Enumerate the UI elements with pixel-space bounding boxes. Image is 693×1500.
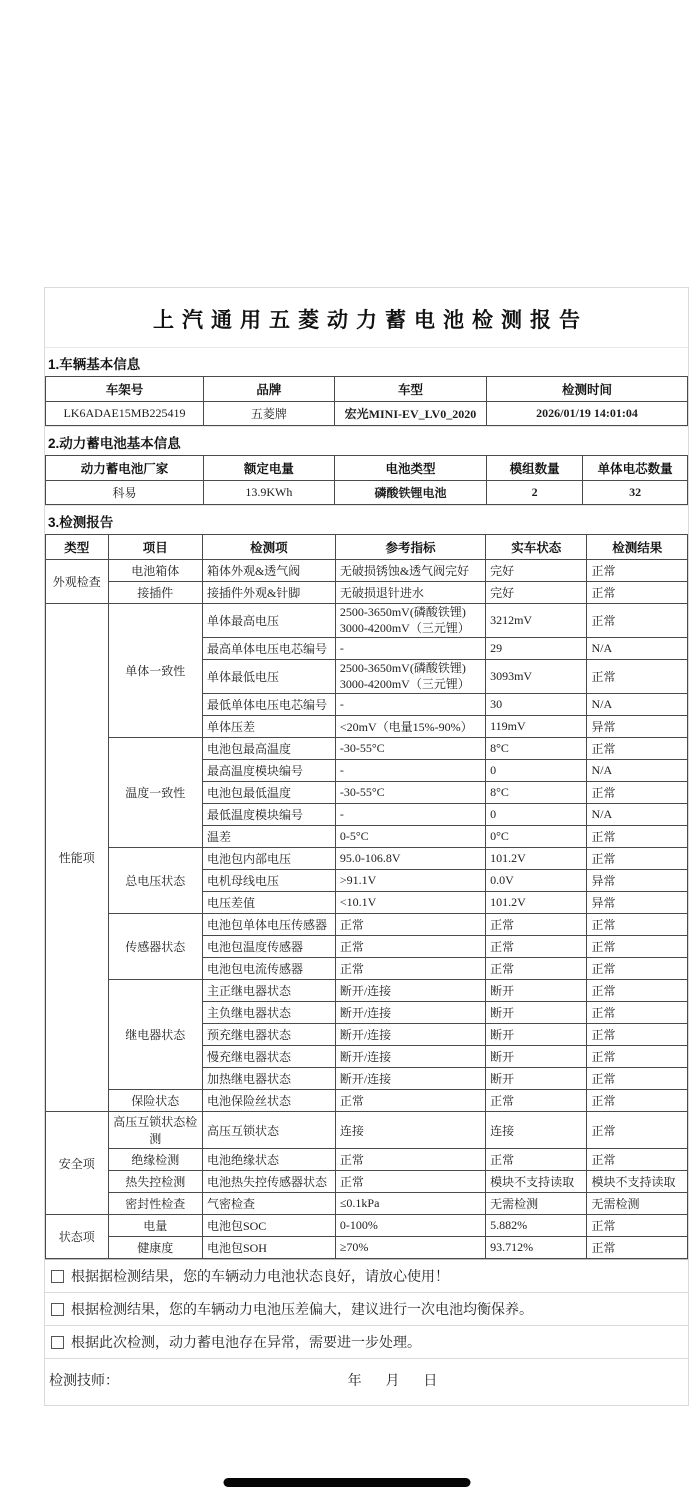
check-cell: 单体最低电压 bbox=[202, 660, 335, 694]
check-cell: 最低单体电压电芯编号 bbox=[202, 694, 335, 716]
actual-cell: 正常 bbox=[486, 914, 587, 936]
actual-cell: 101.2V bbox=[486, 848, 587, 870]
ref-cell: -30-55°C bbox=[335, 782, 485, 804]
battery-type-value: 磷酸铁锂电池 bbox=[334, 481, 486, 505]
check-cell: 温差 bbox=[202, 826, 335, 848]
check-cell: 最高温度模块编号 bbox=[202, 760, 335, 782]
brand-value: 五菱牌 bbox=[203, 402, 334, 426]
ref-cell: 正常 bbox=[335, 1171, 485, 1193]
section2-heading: 2.动力蓄电池基本信息 bbox=[45, 426, 688, 455]
result-cell: N/A bbox=[587, 804, 688, 826]
actual-cell: 断开 bbox=[486, 1002, 587, 1024]
technician-label: 检测技师： bbox=[49, 1372, 119, 1389]
date-placeholder: 年 月 日 bbox=[347, 1372, 448, 1389]
actual-cell: 0°C bbox=[486, 826, 587, 848]
check-cell: 单体压差 bbox=[202, 716, 335, 738]
ref-cell: - bbox=[335, 694, 485, 716]
type-cell: 性能项 bbox=[46, 604, 109, 1112]
ref-cell: 95.0-106.8V bbox=[335, 848, 485, 870]
check-cell: 电池热失控传感器状态 bbox=[202, 1171, 335, 1193]
result-cell: 正常 bbox=[587, 848, 688, 870]
result-cell: 正常 bbox=[587, 1046, 688, 1068]
table-row bbox=[46, 402, 688, 426]
actual-cell: 29 bbox=[486, 638, 587, 660]
col-vin: 车架号 bbox=[46, 377, 204, 402]
result-cell: 正常 bbox=[587, 936, 688, 958]
ref-cell: 正常 bbox=[335, 936, 485, 958]
check-cell: 箱体外观&透气阀 bbox=[202, 560, 335, 582]
note-good-condition bbox=[45, 1260, 688, 1293]
result-cell: N/A bbox=[587, 638, 688, 660]
result-cell: 正常 bbox=[587, 958, 688, 980]
ref-cell: <10.1V bbox=[335, 892, 485, 914]
result-cell: 正常 bbox=[587, 826, 688, 848]
result-cell: 正常 bbox=[587, 1090, 688, 1112]
check-cell: 电池包最低温度 bbox=[202, 782, 335, 804]
actual-cell: 0 bbox=[486, 760, 587, 782]
check-cell: 主正继电器状态 bbox=[202, 980, 335, 1002]
actual-cell: 正常 bbox=[486, 1149, 587, 1171]
actual-cell: 101.2V bbox=[486, 892, 587, 914]
item-cell: 单体一致性 bbox=[108, 604, 202, 738]
table-header-row bbox=[46, 456, 688, 481]
ref-cell: 断开/连接 bbox=[335, 980, 485, 1002]
section1-heading: 1.车辆基本信息 bbox=[45, 347, 688, 376]
ref-cell: 连接 bbox=[335, 1112, 485, 1149]
actual-cell: 30 bbox=[486, 694, 587, 716]
check-cell: 电池包最高温度 bbox=[202, 738, 335, 760]
actual-cell: 无需检测 bbox=[486, 1193, 587, 1215]
result-cell: 正常 bbox=[587, 1237, 688, 1259]
col-type: 类型 bbox=[46, 535, 109, 560]
note-abnormal bbox=[45, 1326, 688, 1359]
item-cell: 电池箱体 bbox=[108, 560, 202, 582]
check-cell: 加热继电器状态 bbox=[202, 1068, 335, 1090]
check-cell: 单体最高电压 bbox=[202, 604, 335, 638]
actual-cell: 119mV bbox=[486, 716, 587, 738]
actual-cell: 0.0V bbox=[486, 870, 587, 892]
ref-cell: 断开/连接 bbox=[335, 1068, 485, 1090]
item-cell: 继电器状态 bbox=[108, 980, 202, 1090]
actual-cell: 8°C bbox=[486, 782, 587, 804]
table-row bbox=[46, 1215, 688, 1237]
col-battery-type: 电池类型 bbox=[334, 456, 486, 481]
checkbox-icon bbox=[51, 1336, 64, 1349]
result-cell: 正常 bbox=[587, 980, 688, 1002]
item-cell: 密封性检查 bbox=[108, 1193, 202, 1215]
col-model: 车型 bbox=[334, 377, 486, 402]
note-voltage-diff bbox=[45, 1293, 688, 1326]
item-cell: 传感器状态 bbox=[108, 914, 202, 980]
result-cell: 正常 bbox=[587, 914, 688, 936]
result-cell: 模块不支持读取 bbox=[587, 1171, 688, 1193]
item-cell: 绝缘检测 bbox=[108, 1149, 202, 1171]
note-text: 根据此次检测，动力蓄电池存在异常，需要进一步处理。 bbox=[71, 1334, 421, 1351]
module-count-value: 2 bbox=[487, 481, 583, 505]
ref-line2: 3000-4200mV（三元锂） bbox=[339, 676, 470, 691]
col-cell-count: 单体电芯数量 bbox=[583, 456, 688, 481]
check-cell: 气密检查 bbox=[202, 1193, 335, 1215]
check-cell: 慢充继电器状态 bbox=[202, 1046, 335, 1068]
col-rated-capacity: 额定电量 bbox=[203, 456, 334, 481]
result-cell: 正常 bbox=[587, 1112, 688, 1149]
result-cell: 正常 bbox=[587, 1149, 688, 1171]
actual-cell: 8°C bbox=[486, 738, 587, 760]
ref-cell: -30-55°C bbox=[335, 738, 485, 760]
ref-line2: 3000-4200mV（三元锂） bbox=[339, 620, 470, 635]
item-cell: 保险状态 bbox=[108, 1090, 202, 1112]
ref-line1: 2500-3650mV(磷酸铁锂) bbox=[339, 661, 466, 676]
type-cell: 状态项 bbox=[46, 1215, 109, 1259]
check-cell: 高压互锁状态 bbox=[202, 1112, 335, 1149]
actual-cell: 连接 bbox=[486, 1112, 587, 1149]
col-actual: 实车状态 bbox=[486, 535, 587, 560]
actual-cell: 正常 bbox=[486, 1090, 587, 1112]
result-cell: 正常 bbox=[587, 1215, 688, 1237]
check-cell: 最低温度模块编号 bbox=[202, 804, 335, 826]
col-item: 项目 bbox=[108, 535, 202, 560]
ref-cell: 正常 bbox=[335, 914, 485, 936]
ref-cell: - bbox=[335, 804, 485, 826]
ref-cell: ≤0.1kPa bbox=[335, 1193, 485, 1215]
result-cell: 无需检测 bbox=[587, 1193, 688, 1215]
item-cell: 温度一致性 bbox=[108, 738, 202, 848]
check-cell: 接插件外观&针脚 bbox=[202, 582, 335, 604]
check-cell: 电池包电流传感器 bbox=[202, 958, 335, 980]
result-cell: 正常 bbox=[587, 560, 688, 582]
check-cell: 电池包温度传感器 bbox=[202, 936, 335, 958]
table-row bbox=[46, 560, 688, 582]
actual-cell: 3093mV bbox=[486, 660, 587, 694]
result-cell: N/A bbox=[587, 694, 688, 716]
ref-cell: 断开/连接 bbox=[335, 1002, 485, 1024]
test-time-value: 2026/01/19 14:01:04 bbox=[487, 402, 688, 426]
actual-cell: 断开 bbox=[486, 1068, 587, 1090]
actual-cell: 0 bbox=[486, 804, 587, 826]
note-text: 根据据检测结果，您的车辆动力电池状态良好，请放心使用！ bbox=[71, 1268, 449, 1285]
result-cell: 正常 bbox=[587, 604, 688, 638]
ref-cell: 正常 bbox=[335, 958, 485, 980]
ref-cell: 断开/连接 bbox=[335, 1046, 485, 1068]
vehicle-info-table bbox=[45, 376, 688, 426]
col-brand: 品牌 bbox=[203, 377, 334, 402]
table-row bbox=[46, 1149, 688, 1171]
ref-cell: 0-100% bbox=[335, 1215, 485, 1237]
table-row bbox=[46, 848, 688, 870]
item-cell: 接插件 bbox=[108, 582, 202, 604]
actual-cell: 完好 bbox=[486, 582, 587, 604]
check-cell: 电压差值 bbox=[202, 892, 335, 914]
result-cell: 异常 bbox=[587, 892, 688, 914]
manufacturer-value: 科易 bbox=[46, 481, 204, 505]
item-cell: 电量 bbox=[108, 1215, 202, 1237]
vin-value: LK6ADAE15MB225419 bbox=[46, 402, 204, 426]
actual-cell: 93.712% bbox=[486, 1237, 587, 1259]
actual-cell: 正常 bbox=[486, 936, 587, 958]
actual-cell: 正常 bbox=[486, 958, 587, 980]
report-card bbox=[44, 287, 689, 1406]
table-row bbox=[46, 582, 688, 604]
check-cell: 电池保险丝状态 bbox=[202, 1090, 335, 1112]
page-title: 上汽通用五菱动力蓄电池检测报告 bbox=[153, 309, 588, 332]
actual-cell: 5.882% bbox=[486, 1215, 587, 1237]
col-test-time: 检测时间 bbox=[487, 377, 688, 402]
item-cell: 高压互锁状态检测 bbox=[108, 1112, 202, 1149]
ref-cell: - bbox=[335, 760, 485, 782]
table-row bbox=[46, 914, 688, 936]
actual-cell: 断开 bbox=[486, 1024, 587, 1046]
result-cell: 正常 bbox=[587, 1024, 688, 1046]
col-result: 检测结果 bbox=[587, 535, 688, 560]
ref-cell: 0-5°C bbox=[335, 826, 485, 848]
result-cell: 异常 bbox=[587, 716, 688, 738]
actual-cell: 完好 bbox=[486, 560, 587, 582]
checkbox-icon bbox=[51, 1303, 64, 1316]
item-cell: 总电压状态 bbox=[108, 848, 202, 914]
result-cell: 正常 bbox=[587, 660, 688, 694]
ref-cell: ≥70% bbox=[335, 1237, 485, 1259]
item-cell: 健康度 bbox=[108, 1237, 202, 1259]
table-row bbox=[46, 1112, 688, 1149]
result-cell: N/A bbox=[587, 760, 688, 782]
ref-line1: 2500-3650mV(磷酸铁锂) bbox=[339, 605, 466, 619]
result-cell: 正常 bbox=[587, 1002, 688, 1024]
table-row bbox=[46, 1237, 688, 1259]
actual-cell: 断开 bbox=[486, 980, 587, 1002]
table-header-row bbox=[46, 377, 688, 402]
table-row bbox=[46, 1193, 688, 1215]
col-manufacturer: 动力蓄电池厂家 bbox=[46, 456, 204, 481]
check-cell: 电池包单体电压传感器 bbox=[202, 914, 335, 936]
table-header-row bbox=[46, 535, 688, 560]
result-cell: 异常 bbox=[587, 870, 688, 892]
cell-count-value: 32 bbox=[583, 481, 688, 505]
ref-cell: 正常 bbox=[335, 1090, 485, 1112]
result-cell: 正常 bbox=[587, 782, 688, 804]
type-cell: 外观检查 bbox=[46, 560, 109, 604]
result-cell: 正常 bbox=[587, 582, 688, 604]
ref-cell: 断开/连接 bbox=[335, 1024, 485, 1046]
result-cell: 正常 bbox=[587, 738, 688, 760]
check-cell: 电池包SOH bbox=[202, 1237, 335, 1259]
check-cell: 电机母线电压 bbox=[202, 870, 335, 892]
model-value: 宏光MINI-EV_LV0_2020 bbox=[334, 402, 486, 426]
col-module-count: 模组数量 bbox=[487, 456, 583, 481]
actual-cell: 模块不支持读取 bbox=[486, 1171, 587, 1193]
table-row bbox=[46, 604, 688, 638]
actual-cell: 3212mV bbox=[486, 604, 587, 638]
table-row bbox=[46, 1090, 688, 1112]
rated-capacity-value: 13.9KWh bbox=[203, 481, 334, 505]
table-row bbox=[46, 481, 688, 505]
ref-cell bbox=[335, 660, 485, 694]
type-cell: 安全项 bbox=[46, 1112, 109, 1215]
actual-cell: 断开 bbox=[486, 1046, 587, 1068]
ref-cell: <20mV（电量15%-90%） bbox=[335, 716, 485, 738]
ref-cell: >91.1V bbox=[335, 870, 485, 892]
ref-cell: 正常 bbox=[335, 1149, 485, 1171]
check-cell: 电池绝缘状态 bbox=[202, 1149, 335, 1171]
table-row bbox=[46, 738, 688, 760]
technician-row bbox=[45, 1359, 688, 1405]
check-cell: 最高单体电压电芯编号 bbox=[202, 638, 335, 660]
check-cell: 电池包SOC bbox=[202, 1215, 335, 1237]
ref-cell: 无破损锈蚀&透气阀完好 bbox=[335, 560, 485, 582]
conclusion-notes bbox=[45, 1259, 688, 1405]
col-reference: 参考指标 bbox=[335, 535, 485, 560]
section3-heading: 3.检测报告 bbox=[45, 505, 688, 534]
table-row bbox=[46, 980, 688, 1002]
result-cell: 正常 bbox=[587, 1068, 688, 1090]
battery-info-table bbox=[45, 455, 688, 505]
checkbox-icon bbox=[51, 1270, 64, 1283]
ref-cell: - bbox=[335, 638, 485, 660]
table-row bbox=[46, 1171, 688, 1193]
check-cell: 预充继电器状态 bbox=[202, 1024, 335, 1046]
home-indicator-bar[interactable] bbox=[223, 1478, 470, 1487]
check-cell: 主负继电器状态 bbox=[202, 1002, 335, 1024]
inspection-table bbox=[45, 534, 688, 1259]
check-cell: 电池包内部电压 bbox=[202, 848, 335, 870]
ref-cell bbox=[335, 604, 485, 638]
item-cell: 热失控检测 bbox=[108, 1171, 202, 1193]
col-check: 检测项 bbox=[202, 535, 335, 560]
ref-cell: 无破损退针进水 bbox=[335, 582, 485, 604]
note-text: 根据检测结果，您的车辆动力电池压差偏大，建议进行一次电池均衡保养。 bbox=[71, 1301, 533, 1318]
